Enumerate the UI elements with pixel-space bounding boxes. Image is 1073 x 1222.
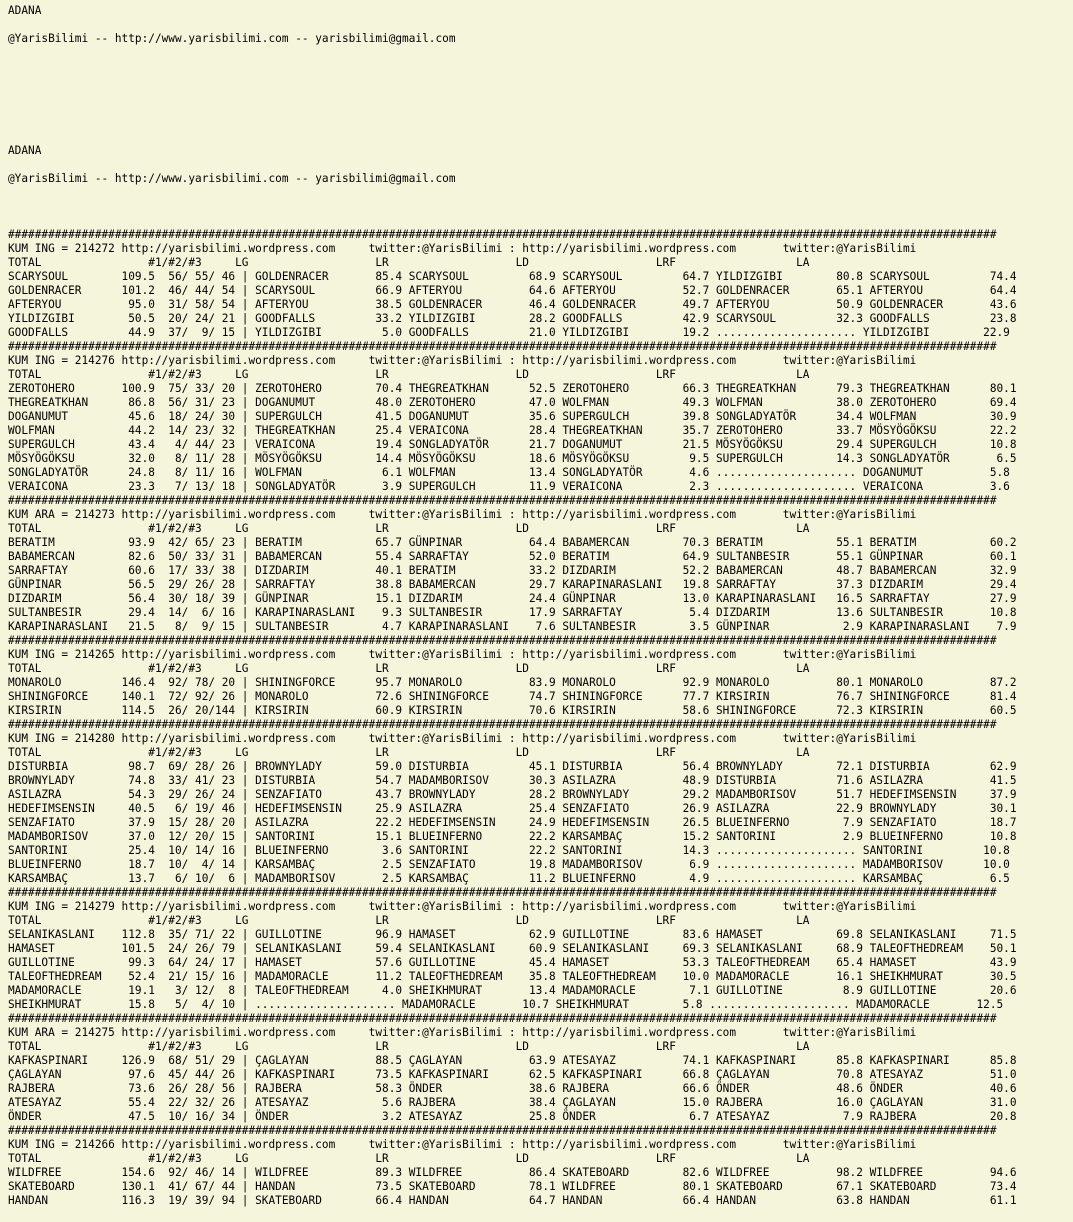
column-headers: TOTAL #1/#2/#3 LG LR LD LRF LA bbox=[8, 1040, 810, 1053]
horse-row: SHININGFORCE 140.1 72/ 92/ 26 | MONAROLO 72.6 SHININGFORCE 74.7 SHININGFORCE 77.7 KIRSIRIN 76.7 SHININGFORCE 81.4 bbox=[8, 690, 1017, 703]
horse-row: ASILAZRA 54.3 29/ 26/ 24 | SENZAFIATO 43.7 BROWNYLADY 28.2 BROWNYLADY 29.2 MADAMBORISOV 51.7 HEDEFIMSENSIN 37.9 bbox=[8, 788, 1017, 801]
column-headers: TOTAL #1/#2/#3 LG LR LD LRF LA bbox=[8, 368, 810, 381]
horse-row: SARRAFTAY 60.6 17/ 33/ 38 | DIZDARIM 40.1 BERATIM 33.2 DIZDARIM 52.2 BABAMERCAN 48.7 BABAMERCAN 32.9 bbox=[8, 564, 1017, 577]
horse-row: HANDAN 116.3 19/ 39/ 94 | SKATEBOARD 66.4 HANDAN 64.7 HANDAN 66.4 HANDAN 63.8 HANDAN 61.1 bbox=[8, 1194, 1017, 1207]
horse-row: DIZDARIM 56.4 30/ 18/ 39 | GÜNPINAR 15.1 DIZDARIM 24.4 GÜNPINAR 13.0 KARAPINARASLANI 16.5 SARRAFTAY 27.9 bbox=[8, 592, 1017, 605]
horse-row: THEGREATKHAN 86.8 56/ 31/ 23 | DOGANUMUT 48.0 ZEROTOHERO 47.0 WOLFMAN 49.3 WOLFMAN 38.0 ZEROTOHERO 69.4 bbox=[8, 396, 1017, 409]
column-headers: TOTAL #1/#2/#3 LG LR LD LRF LA bbox=[8, 522, 810, 535]
section-separator: #################################################################################################################################################### bbox=[8, 228, 997, 241]
horse-row: DOGANUMUT 45.6 18/ 24/ 30 | SUPERGULCH 41.5 DOGANUMUT 35.6 SUPERGULCH 39.8 SONGLADYATÖR 34.4 WOLFMAN 30.9 bbox=[8, 410, 1017, 423]
horse-row: GOODFALLS 44.9 37/ 9/ 15 | YILDIZGIBI 5.0 GOODFALLS 21.0 YILDIZGIBI 19.2 ..................... YILDIZGIBI 22.9 bbox=[8, 326, 1010, 339]
horse-row: SANTORINI 25.4 10/ 14/ 16 | BLUEINFERNO 3.6 SANTORINI 22.2 SANTORINI 14.3 ..................... SANTORINI 10.8 bbox=[8, 844, 1010, 857]
horse-row: MONAROLO 146.4 92/ 78/ 20 | SHININGFORCE 95.7 MONAROLO 83.9 MONAROLO 92.9 MONAROLO 80.1 MONAROLO 87.2 bbox=[8, 676, 1017, 689]
race-title: KUM ING = 214266 http://yarisbilimi.wordpress.com twitter:@YarisBilimi : http://yarisbilimi.wordpress.com twitter:@YarisBilimi bbox=[8, 1138, 917, 1151]
race-section bbox=[8, 228, 1073, 340]
horse-row: KARSAMBAÇ 13.7 6/ 10/ 6 | MADAMBORISOV 2.5 KARSAMBAÇ 11.2 BLUEINFERNO 4.9 ..................... KARSAMBAÇ 6.5 bbox=[8, 872, 1010, 885]
race-title: KUM ARA = 214275 http://yarisbilimi.wordpress.com twitter:@YarisBilimi : http://yarisbilimi.wordpress.com twitter:@YarisBilimi bbox=[8, 1026, 917, 1039]
header-city: ADANA bbox=[8, 144, 42, 157]
race-title: KUM ARA = 214273 http://yarisbilimi.wordpress.com twitter:@YarisBilimi : http://yarisbilimi.wordpress.com twitter:@YarisBilimi bbox=[8, 508, 917, 521]
race-section bbox=[8, 718, 1073, 886]
race-section bbox=[8, 494, 1073, 634]
horse-row: RAJBERA 73.6 26/ 28/ 56 | RAJBERA 58.3 ÖNDER 38.6 RAJBERA 66.6 ÖNDER 48.6 ÖNDER 40.6 bbox=[8, 1082, 1017, 1095]
section-separator: #################################################################################################################################################### bbox=[8, 494, 997, 507]
horse-row: MÖSYÖGÖKSU 32.0 8/ 11/ 28 | MÖSYÖGÖKSU 14.4 MÖSYÖGÖKSU 18.6 MÖSYÖGÖKSU 9.5 SUPERGULCH 14.3 SONGLADYATÖR 6.5 bbox=[8, 452, 1017, 465]
race-section bbox=[8, 634, 1073, 718]
horse-row: ATESAYAZ 55.4 22/ 32/ 26 | ATESAYAZ 5.6 RAJBERA 38.4 ÇAGLAYAN 15.0 RAJBERA 16.0 ÇAGLAYAN 31.0 bbox=[8, 1096, 1017, 1109]
blank-line bbox=[8, 60, 1073, 74]
section-separator: #################################################################################################################################################### bbox=[8, 886, 997, 899]
horse-row: SONGLADYATÖR 24.8 8/ 11/ 16 | WOLFMAN 6.1 WOLFMAN 13.4 SONGLADYATÖR 4.6 ..................... DOGANUMUT 5.8 bbox=[8, 466, 1010, 479]
horse-row: SENZAFIATO 37.9 15/ 28/ 20 | ASILAZRA 22.2 HEDEFIMSENSIN 24.9 HEDEFIMSENSIN 26.5 BLUEINFERNO 7.9 SENZAFIATO 18.7 bbox=[8, 816, 1017, 829]
horse-row: SCARYSOUL 109.5 56/ 55/ 46 | GOLDENRACER 85.4 SCARYSOUL 68.9 SCARYSOUL 64.7 YILDIZGIBI 80.8 SCARYSOUL 74.4 bbox=[8, 270, 1017, 283]
horse-row: SKATEBOARD 130.1 41/ 67/ 44 | HANDAN 73.5 SKATEBOARD 78.1 WILDFREE 80.1 SKATEBOARD 67.1 SKATEBOARD 73.4 bbox=[8, 1180, 1017, 1193]
column-headers: TOTAL #1/#2/#3 LG LR LD LRF LA bbox=[8, 914, 810, 927]
horse-row: YILDIZGIBI 50.5 20/ 24/ 21 | GOODFALLS 33.2 YILDIZGIBI 28.2 GOODFALLS 42.9 SCARYSOUL 32.3 GOODFALLS 23.8 bbox=[8, 312, 1017, 325]
header-credits: @YarisBilimi -- http://www.yarisbilimi.com -- yarisbilimi@gmail.com bbox=[8, 32, 456, 45]
race-section bbox=[8, 1012, 1073, 1124]
race-title: KUM ING = 214279 http://yarisbilimi.wordpress.com twitter:@YarisBilimi : http://yarisbilimi.wordpress.com twitter:@YarisBilimi bbox=[8, 900, 917, 913]
horse-row: BABAMERCAN 82.6 50/ 33/ 31 | BABAMERCAN 55.4 SARRAFTAY 52.0 BERATIM 64.9 SULTANBESIR 55.1 GÜNPINAR 60.1 bbox=[8, 550, 1017, 563]
horse-row: MADAMBORISOV 37.0 12/ 20/ 15 | SANTORINI 15.1 BLUEINFERNO 22.2 KARSAMBAÇ 15.2 SANTORINI 2.9 BLUEINFERNO 10.8 bbox=[8, 830, 1017, 843]
section-separator: #################################################################################################################################################### bbox=[8, 1012, 997, 1025]
horse-row: MADAMORACLE 19.1 3/ 12/ 8 | TALEOFTHEDREAM 4.0 SHEIKHMURAT 13.4 MADAMORACLE 7.1 GUILLOTINE 8.9 GUILLOTINE 20.6 bbox=[8, 984, 1017, 997]
horse-row: HEDEFIMSENSIN 40.5 6/ 19/ 46 | HEDEFIMSENSIN 25.9 ASILAZRA 25.4 SENZAFIATO 26.9 ASILAZRA 22.9 BROWNYLADY 30.1 bbox=[8, 802, 1017, 815]
section-separator: #################################################################################################################################################### bbox=[8, 1124, 997, 1137]
column-headers: TOTAL #1/#2/#3 LG LR LD LRF LA bbox=[8, 1152, 810, 1165]
horse-row: VERAICONA 23.3 7/ 13/ 18 | SONGLADYATÖR 3.9 SUPERGULCH 11.9 VERAICONA 2.3 ..................... VERAICONA 3.6 bbox=[8, 480, 1010, 493]
section-separator: #################################################################################################################################################### bbox=[8, 340, 997, 353]
horse-row: BLUEINFERNO 18.7 10/ 4/ 14 | KARSAMBAÇ 2.5 SENZAFIATO 19.8 MADAMBORISOV 6.9 ..................... MADAMBORISOV 10.0 bbox=[8, 858, 1010, 871]
horse-row: GUILLOTINE 99.3 64/ 24/ 17 | HAMASET 57.6 GUILLOTINE 45.4 HAMASET 53.3 TALEOFTHEDREAM 65.4 HAMASET 43.9 bbox=[8, 956, 1017, 969]
horse-row: HAMASET 101.5 24/ 26/ 79 | SELANIKASLANI 59.4 SELANIKASLANI 60.9 SELANIKASLANI 69.3 SELANIKASLANI 68.9 TALEOFTHEDREAM 50.1 bbox=[8, 942, 1017, 955]
horse-row: ÇAGLAYAN 97.6 45/ 44/ 26 | KAFKASPINARI 73.5 KAFKASPINARI 62.5 KAFKASPINARI 66.8 ÇAGLAYAN 70.8 ATESAYAZ 51.0 bbox=[8, 1068, 1017, 1081]
race-section bbox=[8, 1124, 1073, 1208]
horse-row: SELANIKASLANI 112.8 35/ 71/ 22 | GUILLOTINE 96.9 HAMASET 62.9 GUILLOTINE 83.6 HAMASET 69.8 SELANIKASLANI 71.5 bbox=[8, 928, 1017, 941]
race-section bbox=[8, 886, 1073, 1012]
header-city: ADANA bbox=[8, 4, 42, 17]
race-title: KUM ING = 214276 http://yarisbilimi.wordpress.com twitter:@YarisBilimi : http://yarisbilimi.wordpress.com twitter:@YarisBilimi bbox=[8, 354, 917, 367]
horse-row: ZEROTOHERO 100.9 75/ 33/ 20 | ZEROTOHERO 70.4 THEGREATKHAN 52.5 ZEROTOHERO 66.3 THEGREATKHAN 79.3 THEGREATKHAN 80.1 bbox=[8, 382, 1017, 395]
horse-row: WOLFMAN 44.2 14/ 23/ 32 | THEGREATKHAN 25.4 VERAICONA 28.4 THEGREATKHAN 35.7 ZEROTOHERO 33.7 MÖSYÖGÖKSU 22.2 bbox=[8, 424, 1017, 437]
horse-row: KAFKASPINARI 126.9 68/ 51/ 29 | ÇAGLAYAN 88.5 ÇAGLAYAN 63.9 ATESAYAZ 74.1 KAFKASPINARI 85.8 KAFKASPINARI 85.8 bbox=[8, 1054, 1017, 1067]
section-separator: #################################################################################################################################################### bbox=[8, 718, 997, 731]
race-title: KUM ING = 214265 http://yarisbilimi.wordpress.com twitter:@YarisBilimi : http://yarisbilimi.wordpress.com twitter:@YarisBilimi bbox=[8, 648, 917, 661]
horse-row: DISTURBIA 98.7 69/ 28/ 26 | BROWNYLADY 59.0 DISTURBIA 45.1 DISTURBIA 56.4 BROWNYLADY 72.1 DISTURBIA 62.9 bbox=[8, 760, 1017, 773]
horse-row: SUPERGULCH 43.4 4/ 44/ 23 | VERAICONA 19.4 SONGLADYATÖR 21.7 DOGANUMUT 21.5 MÖSYÖGÖKSU 29.4 SUPERGULCH 10.8 bbox=[8, 438, 1017, 451]
horse-row: BROWNYLADY 74.8 33/ 41/ 23 | DISTURBIA 54.7 MADAMBORISOV 30.3 ASILAZRA 48.9 DISTURBIA 71.6 ASILAZRA 41.5 bbox=[8, 774, 1017, 787]
column-headers: TOTAL #1/#2/#3 LG LR LD LRF LA bbox=[8, 662, 810, 675]
horse-row: SHEIKHMURAT 15.8 5/ 4/ 10 | ..................... MADAMORACLE 10.7 SHEIKHMURAT 5.8 ..................... MADAMORACLE 12.5 bbox=[8, 998, 1004, 1011]
horse-row: KIRSIRIN 114.5 26/ 20/144 | KIRSIRIN 60.9 KIRSIRIN 70.6 KIRSIRIN 58.6 SHININGFORCE 72.3 KIRSIRIN 60.5 bbox=[8, 704, 1017, 717]
horse-row: GÜNPINAR 56.5 29/ 26/ 28 | SARRAFTAY 38.8 BABAMERCAN 29.7 KARAPINARASLANI 19.8 SARRAFTAY 37.3 DIZDARIM 29.4 bbox=[8, 578, 1017, 591]
horse-row: TALEOFTHEDREAM 52.4 21/ 15/ 16 | MADAMORACLE 11.2 TALEOFTHEDREAM 35.8 TALEOFTHEDREAM 10.0 MADAMORACLE 16.1 SHEIKHMURAT 30.5 bbox=[8, 970, 1017, 983]
horse-row: WILDFREE 154.6 92/ 46/ 14 | WILDFREE 89.3 WILDFREE 86.4 SKATEBOARD 82.6 WILDFREE 98.2 WILDFREE 94.6 bbox=[8, 1166, 1017, 1179]
horse-row: BERATIM 93.9 42/ 65/ 23 | BERATIM 65.7 GÜNPINAR 64.4 BABAMERCAN 70.3 BERATIM 55.1 BERATIM 60.2 bbox=[8, 536, 1017, 549]
race-title: KUM ING = 214280 http://yarisbilimi.wordpress.com twitter:@YarisBilimi : http://yarisbilimi.wordpress.com twitter:@YarisBilimi bbox=[8, 732, 917, 745]
horse-row: KARAPINARASLANI 21.5 8/ 9/ 15 | SULTANBESIR 4.7 KARAPINARASLANI 7.6 SULTANBESIR 3.5 GÜNPINAR 2.9 KARAPINARASLANI 7.9 bbox=[8, 620, 1017, 633]
column-headers: TOTAL #1/#2/#3 LG LR LD LRF LA bbox=[8, 256, 810, 269]
header-credits: @YarisBilimi -- http://www.yarisbilimi.com -- yarisbilimi@gmail.com bbox=[8, 172, 456, 185]
horse-row: AFTERYOU 95.0 31/ 58/ 54 | AFTERYOU 38.5 GOLDENRACER 46.4 GOLDENRACER 49.7 AFTERYOU 50.9 GOLDENRACER 43.6 bbox=[8, 298, 1017, 311]
section-separator: #################################################################################################################################################### bbox=[8, 634, 997, 647]
blank-line bbox=[8, 116, 1073, 130]
column-headers: TOTAL #1/#2/#3 LG LR LD LRF LA bbox=[8, 746, 810, 759]
race-title: KUM ING = 214272 http://yarisbilimi.wordpress.com twitter:@YarisBilimi : http://yarisbilimi.wordpress.com twitter:@YarisBilimi bbox=[8, 242, 917, 255]
blank-line bbox=[8, 200, 1073, 214]
horse-row: SULTANBESIR 29.4 14/ 6/ 16 | KARAPINARASLANI 9.3 SULTANBESIR 17.9 SARRAFTAY 5.4 DIZDARIM 13.6 SULTANBESIR 10.8 bbox=[8, 606, 1017, 619]
horse-row: GOLDENRACER 101.2 46/ 44/ 54 | SCARYSOUL 66.9 AFTERYOU 64.6 AFTERYOU 52.7 GOLDENRACER 65.1 AFTERYOU 64.4 bbox=[8, 284, 1017, 297]
race-sections bbox=[8, 228, 1073, 1208]
race-section bbox=[8, 340, 1073, 494]
blank-line bbox=[8, 88, 1073, 102]
horse-row: ÖNDER 47.5 10/ 16/ 34 | ÖNDER 3.2 ATESAYAZ 25.8 ÖNDER 6.7 ATESAYAZ 7.9 RAJBERA 20.8 bbox=[8, 1110, 1017, 1123]
